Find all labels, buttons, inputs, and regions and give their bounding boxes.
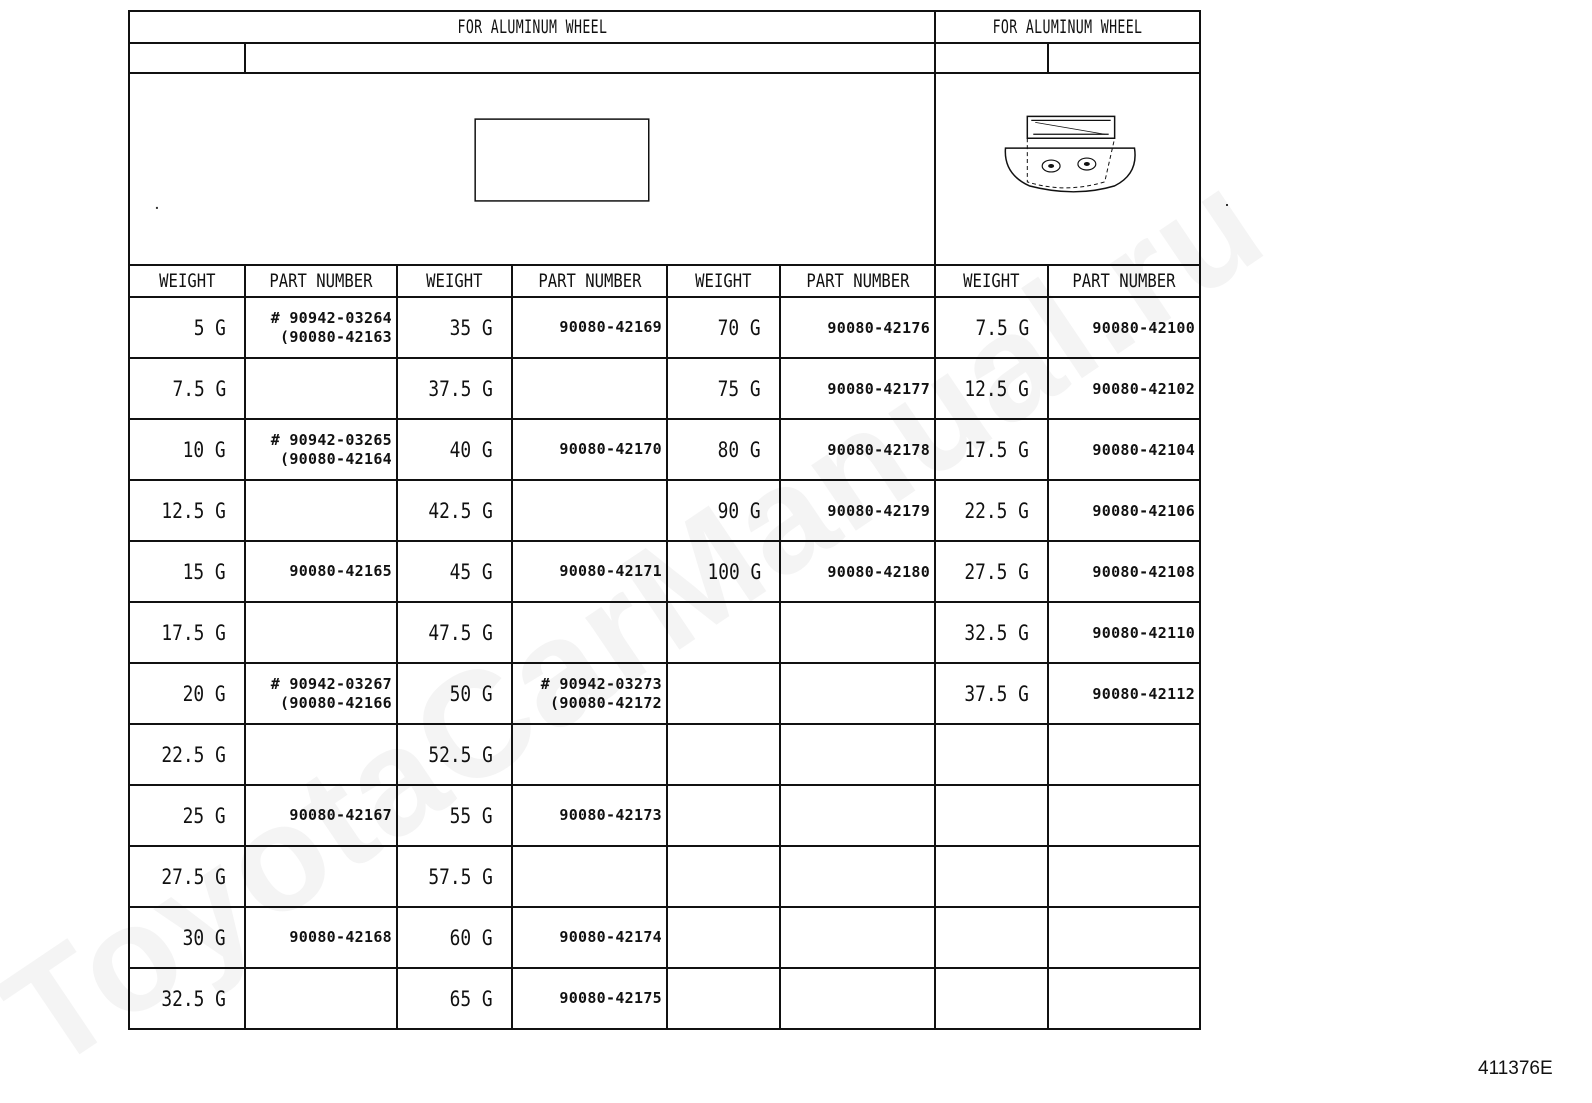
weight-cell (935, 541, 1048, 602)
weight-cell (935, 663, 1048, 724)
weight-cell (667, 846, 780, 907)
weight-value: 22.5 G (964, 498, 1030, 523)
weight-value: 25 G (183, 803, 226, 828)
part-number-cell (780, 907, 935, 968)
wheel-weight-table (128, 10, 1201, 1030)
weight-value: 12.5 G (964, 376, 1030, 401)
weight-cell (397, 480, 512, 541)
weight-cell (397, 968, 512, 1029)
table-row (129, 663, 1200, 724)
weight-value: 52.5 G (428, 742, 493, 767)
weight-placeholder-drawing (130, 74, 934, 260)
part-number-cell (245, 602, 397, 663)
weight-cell (935, 846, 1048, 907)
right-illustration-cell (935, 73, 1200, 265)
part-number-cell (1048, 785, 1200, 846)
part-number-value: 90080-42180 (827, 562, 931, 581)
weight-cell (667, 419, 780, 480)
weight-cell (397, 785, 512, 846)
left-illustration-cell (129, 73, 935, 265)
weight-cell (935, 602, 1048, 663)
part-number-value: 90080-42167 (289, 806, 392, 824)
weight-cell (667, 724, 780, 785)
part-number-cell (1048, 663, 1200, 724)
weight-cell (397, 358, 512, 419)
weight-cell (129, 419, 245, 480)
part-number-cell (245, 968, 397, 1029)
weight-value: 37.5 G (428, 376, 493, 401)
weight-cell (397, 297, 512, 358)
part-number-value: 90080-42112 (1092, 684, 1196, 703)
part-number-cell (245, 663, 397, 724)
part-number-cell (512, 358, 667, 419)
part-number-value: 90080-42171 (559, 562, 662, 580)
weight-cell (667, 358, 780, 419)
header-part-number: PART NUMBER (245, 265, 397, 297)
weight-cell (667, 907, 780, 968)
part-number-value: 90080-42165 (289, 562, 392, 580)
part-number-cell (780, 846, 935, 907)
weight-value: 65 G (450, 986, 493, 1011)
weight-cell (129, 846, 245, 907)
weight-value: 80 G (718, 437, 761, 462)
table-row (129, 419, 1200, 480)
part-number-cell (245, 358, 397, 419)
part-number-cell (780, 785, 935, 846)
table-row (129, 907, 1200, 968)
part-number-cell (245, 297, 397, 358)
weight-value: 22.5 G (161, 742, 226, 767)
weight-cell (129, 602, 245, 663)
part-number-cell (1048, 602, 1200, 663)
weight-cell (397, 724, 512, 785)
weight-value: 90 G (718, 498, 761, 523)
part-number-value: 90080-42104 (1092, 440, 1196, 459)
section-title-row (129, 11, 1200, 43)
weight-value: 70 G (718, 315, 761, 340)
part-number-value: 90080-42102 (1092, 379, 1196, 398)
table-row (129, 846, 1200, 907)
blank-cell (1048, 43, 1200, 73)
weight-value: 55 G (450, 803, 493, 828)
weight-value: 37.5 G (964, 681, 1030, 706)
blank-row (129, 43, 1200, 73)
part-number-cell (512, 663, 667, 724)
part-number-cell (512, 785, 667, 846)
weight-value: 60 G (450, 925, 493, 950)
weight-cell (935, 907, 1048, 968)
superseded-part-number: (90080-42172 (550, 693, 662, 712)
part-number-cell (780, 602, 935, 663)
weight-value: 45 G (450, 559, 493, 584)
part-number-value: # 90942-03265 (270, 430, 392, 449)
part-number-value: 90080-42100 (1092, 318, 1196, 337)
weight-cell (397, 541, 512, 602)
part-number-cell (780, 480, 935, 541)
part-number-cell (1048, 358, 1200, 419)
weight-cell (935, 297, 1048, 358)
part-number-cell (245, 846, 397, 907)
weight-value: 57.5 G (428, 864, 493, 889)
part-number-cell (780, 541, 935, 602)
part-number-cell (245, 541, 397, 602)
part-number-cell (780, 358, 935, 419)
part-number-cell (1048, 297, 1200, 358)
weight-cell (935, 358, 1048, 419)
stray-mark (1226, 204, 1228, 206)
part-number-cell (1048, 907, 1200, 968)
table-row (129, 480, 1200, 541)
part-number-cell (1048, 480, 1200, 541)
blank-cell (245, 43, 935, 73)
part-number-cell (780, 419, 935, 480)
part-number-cell (512, 480, 667, 541)
weight-cell (129, 907, 245, 968)
superseded-part-number: (90080-42166 (280, 693, 392, 712)
part-number-value: 90080-42176 (827, 318, 931, 337)
weight-value: 35 G (450, 315, 493, 340)
weight-value: 10 G (183, 437, 226, 462)
drawing-code: 411376E (1478, 1058, 1553, 1079)
left-section-title: FOR ALUMINUM WHEEL (189, 11, 874, 43)
part-number-cell (512, 419, 667, 480)
weight-value: 7.5 G (975, 315, 1030, 340)
weight-cell (935, 724, 1048, 785)
weight-value: 30 G (183, 925, 226, 950)
part-number-cell (512, 968, 667, 1029)
weight-cell (129, 541, 245, 602)
weight-cell (935, 419, 1048, 480)
part-number-cell (512, 724, 667, 785)
weight-cell (129, 297, 245, 358)
blank-cell (935, 43, 1048, 73)
header-part-number: PART NUMBER (1048, 265, 1200, 297)
part-number-cell (245, 785, 397, 846)
part-number-value: # 90942-03264 (270, 308, 392, 327)
part-number-value: 90080-42108 (1092, 562, 1196, 581)
superseded-part-number: (90080-42163 (280, 327, 392, 346)
part-number-cell (245, 419, 397, 480)
weight-value: 17.5 G (964, 437, 1030, 462)
part-number-cell (1048, 724, 1200, 785)
clip-on-weight-icon (936, 74, 1199, 260)
part-number-cell (512, 541, 667, 602)
part-number-cell (1048, 846, 1200, 907)
weight-value: 32.5 G (161, 986, 226, 1011)
header-weight: WEIGHT (935, 265, 1048, 297)
header-weight: WEIGHT (667, 265, 780, 297)
blank-cell (129, 43, 245, 73)
weight-cell (935, 785, 1048, 846)
weight-value: 27.5 G (161, 864, 226, 889)
weight-cell (667, 297, 780, 358)
part-number-value: 90080-42168 (289, 928, 392, 946)
weight-cell (129, 785, 245, 846)
part-number-cell (1048, 419, 1200, 480)
part-number-cell (245, 724, 397, 785)
part-number-value: 90080-42106 (1092, 501, 1196, 520)
weight-cell (667, 602, 780, 663)
weight-cell (397, 846, 512, 907)
header-weight: WEIGHT (397, 265, 512, 297)
weight-cell (397, 907, 512, 968)
table-row (129, 724, 1200, 785)
part-number-value: 90080-42169 (559, 318, 662, 336)
part-number-value: # 90942-03273 (540, 674, 662, 693)
part-number-cell (1048, 968, 1200, 1029)
header-part-number: PART NUMBER (512, 265, 667, 297)
part-number-cell (512, 846, 667, 907)
part-number-value: 90080-42178 (827, 440, 931, 459)
weight-value: 100 G (707, 559, 761, 584)
weight-value: 27.5 G (964, 559, 1030, 584)
weight-cell (667, 541, 780, 602)
part-number-value: # 90942-03267 (270, 674, 392, 693)
weight-value: 5 G (193, 315, 226, 340)
part-number-cell (1048, 541, 1200, 602)
weight-cell (129, 724, 245, 785)
part-number-value: 90080-42174 (559, 928, 662, 946)
weight-cell (129, 480, 245, 541)
part-number-cell (512, 907, 667, 968)
table-row (129, 785, 1200, 846)
weight-value: 42.5 G (428, 498, 493, 523)
part-number-value: 90080-42170 (559, 440, 662, 458)
weight-value: 17.5 G (161, 620, 226, 645)
superseded-part-number: (90080-42164 (280, 449, 392, 468)
weight-cell (397, 602, 512, 663)
weight-value: 20 G (183, 681, 226, 706)
weight-value: 15 G (183, 559, 226, 584)
column-header-row (129, 265, 1200, 297)
weight-value: 75 G (718, 376, 761, 401)
weight-cell (667, 785, 780, 846)
weight-cell (129, 358, 245, 419)
part-number-value: 90080-42177 (827, 379, 931, 398)
weight-value: 32.5 G (964, 620, 1030, 645)
header-weight: WEIGHT (129, 265, 245, 297)
weight-value: 50 G (450, 681, 493, 706)
part-number-cell (780, 968, 935, 1029)
part-number-value: 90080-42110 (1092, 623, 1196, 642)
part-number-cell (780, 663, 935, 724)
table-row (129, 968, 1200, 1029)
weight-cell (667, 480, 780, 541)
weight-cell (129, 663, 245, 724)
part-number-cell (780, 297, 935, 358)
part-number-cell (245, 907, 397, 968)
table-row (129, 358, 1200, 419)
part-number-value: 90080-42179 (827, 501, 931, 520)
part-number-cell (780, 724, 935, 785)
table-row (129, 297, 1200, 358)
header-part-number: PART NUMBER (780, 265, 935, 297)
weight-cell (397, 663, 512, 724)
weight-value: 40 G (450, 437, 493, 462)
part-number-cell (512, 602, 667, 663)
illustration-row (129, 73, 1200, 265)
weight-cell (935, 968, 1048, 1029)
table-row (129, 602, 1200, 663)
right-section-title: FOR ALUMINUM WHEEL (955, 11, 1180, 43)
weight-cell (667, 663, 780, 724)
part-number-cell (512, 297, 667, 358)
weight-cell (129, 968, 245, 1029)
part-number-cell (245, 480, 397, 541)
part-number-value: 90080-42175 (559, 989, 662, 1007)
weight-cell (935, 480, 1048, 541)
weight-value: 7.5 G (172, 376, 226, 401)
weight-cell (667, 968, 780, 1029)
table-row (129, 541, 1200, 602)
weight-value: 12.5 G (161, 498, 226, 523)
weight-cell (397, 419, 512, 480)
weight-value: 47.5 G (428, 620, 493, 645)
part-number-value: 90080-42173 (559, 806, 662, 824)
